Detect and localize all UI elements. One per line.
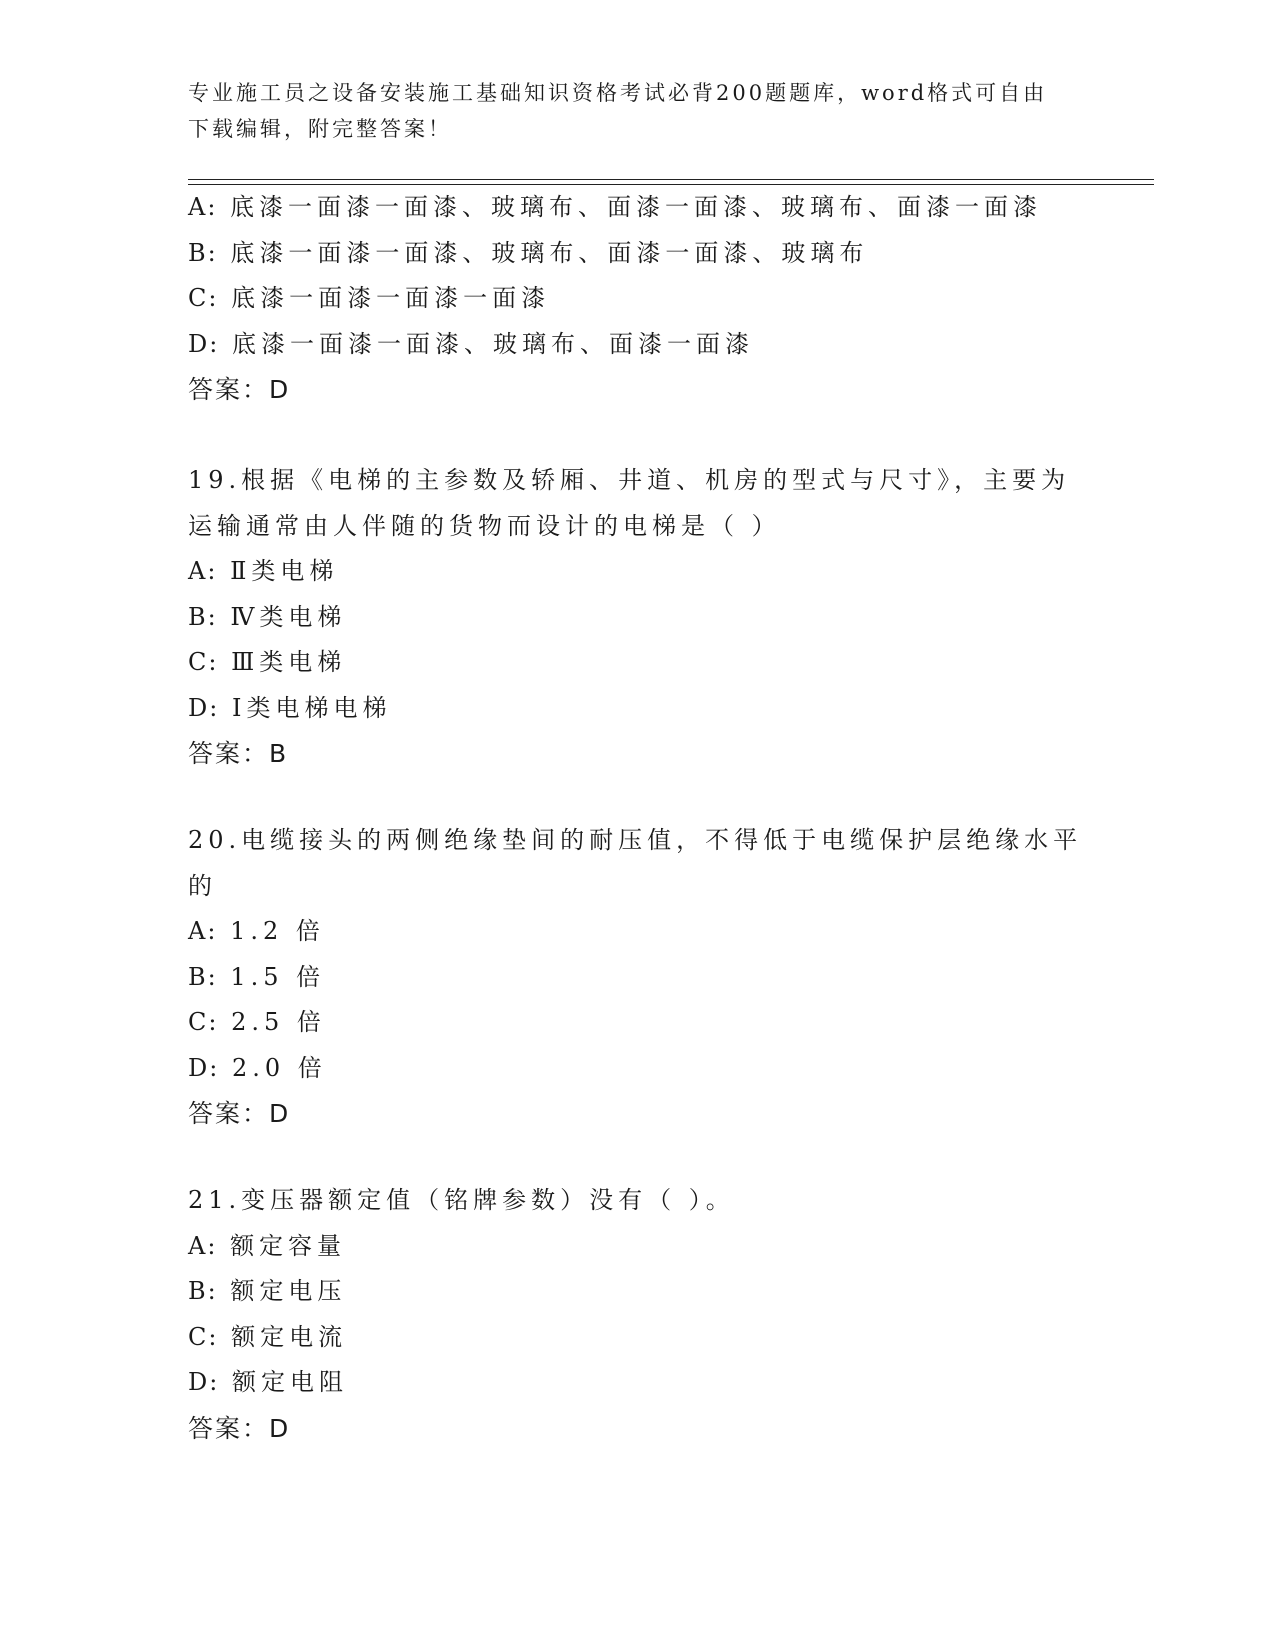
option-c: C: 额定电流 — [188, 1322, 348, 1351]
answer-line: 答案：D — [188, 1413, 291, 1443]
option-d: D: 额定电阻 — [188, 1368, 348, 1396]
option-c: C: 2.5 倍 — [188, 1008, 326, 1036]
option-b: B: Ⅳ类电梯 — [188, 602, 347, 631]
answer-line: 答案：D — [188, 1099, 291, 1128]
header-line-1: 专业施工员之设备安装施工基础知识资格考试必背200题题库，word格式可自由 — [188, 81, 1048, 105]
option-c: C: Ⅲ类电梯 — [188, 648, 347, 676]
option-d: D: 底漆一面漆一面漆、玻璃布、面漆一面漆 — [188, 329, 754, 358]
question-text-line-2: 运输通常由人伴随的货物而设计的电梯是（ ） — [188, 511, 781, 540]
answer-line: 答案：B — [188, 739, 289, 768]
option-a: A: Ⅱ类电梯 — [188, 557, 339, 585]
header-line-2: 下载编辑，附完整答案！ — [188, 117, 452, 141]
question-18 — [188, 185, 1088, 413]
question-text-line-1: 21.变压器额定值（铭牌参数）没有（ ）。 — [188, 1186, 735, 1214]
option-a: A: 1.2 倍 — [188, 917, 325, 945]
option-b: B: 额定电压 — [188, 1277, 347, 1305]
option-a: A: 额定容量 — [188, 1231, 347, 1260]
document-header — [188, 75, 1068, 147]
option-d: D: 2.0 倍 — [188, 1053, 327, 1082]
question-text-line-1: 20.电缆接头的两侧绝缘垫间的耐压值，不得低于电缆保护层绝缘水平 — [188, 826, 1083, 854]
option-b: B: 1.5 倍 — [188, 962, 326, 991]
question-20 — [188, 818, 1088, 1137]
question-text-line-1: 19.根据《电梯的主参数及轿厢、井道、机房的型式与尺寸》，主要为 — [188, 466, 1071, 494]
option-b: B: 底漆一面漆一面漆、玻璃布、面漆一面漆、玻璃布 — [188, 238, 869, 267]
answer-line: 答案：D — [188, 375, 291, 404]
question-text-line-2: 的 — [188, 871, 217, 900]
option-d: D: Ⅰ类电梯电梯 — [188, 693, 392, 722]
question-19 — [188, 458, 1088, 777]
option-c: C: 底漆一面漆一面漆一面漆 — [188, 284, 551, 312]
option-a: A: 底漆一面漆一面漆、玻璃布、面漆一面漆、玻璃布、面漆一面漆 — [188, 193, 1043, 221]
header-divider-top — [188, 179, 1154, 180]
question-21 — [188, 1178, 1088, 1451]
